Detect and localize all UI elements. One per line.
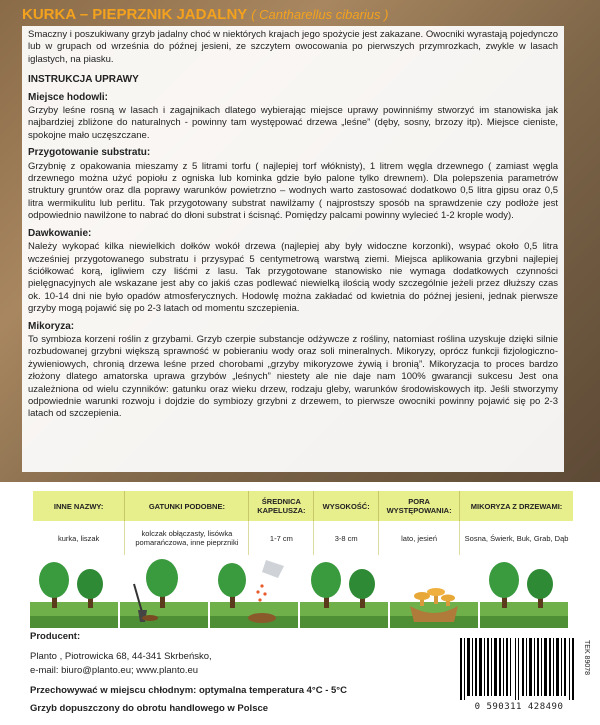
description-panel [22, 26, 564, 472]
value-similar-species: kolczak obłączasty, lisówka pomarańczowa, inne pieprzniki [125, 521, 249, 555]
header-height: WYSOKOŚĆ: [314, 491, 379, 521]
section-text-dosage: Należy wykopać kilka niewielkich dołków wokół drzewa (najlepiej aby były widoczne korzonki), wsypać około 0,5 litra wcześniej przygotowanego substratu i przysypać 5 centymetrową warstwą ziemi. Miejsca aplikowania grzybni najlepiej ściółkować korą, igliwiem czy liśćmi z lasu. Tak przygotowane stanowisko nie wymaga dodatkowych czynności pielęgnacyjnych ale wskazane jest aby co jakiś czas podlewać niewielką ilością wody szczególnie jeżeli przez dłuższy czas ok. 10-14 dni nie było opadów atmosferycznych. Hodowlę można zakładać od kwietnia do późnej jesieni, jednak pierwsze grzyby mogą pojawić się po 2-3 latach od momentu szczepienia. [28, 241, 558, 315]
instruction-illustrations [30, 556, 570, 628]
title-latin: ( Cantharellus cibarius ) [251, 7, 389, 22]
page-title [22, 6, 564, 28]
tree-illustration-1 [30, 556, 118, 628]
barcode [458, 634, 598, 720]
value-mycorrhiza-trees: Sosna, Świerk, Buk, Grab, Dąb [460, 521, 573, 555]
shovel-illustration [120, 556, 208, 628]
intro-text: Smaczny i poszukiwany grzyb jadalny choć w niektórych krajach jego spożycie jest zakazane. Owocniki wyrastają pojedynczo lub w grupach od września do późnej jesieni, ze szczytem owocowania po pierwszych przymrozkach, zwykle w lasach iglastych, na piasku. [28, 29, 558, 65]
section-title-mycorrhiza: Mikoryza: [28, 320, 75, 332]
section-title-dosage: Dawkowanie: [28, 227, 92, 239]
section-text-mycorrhiza: To symbioza korzeni roślin z grzybami. Grzyb czerpie substancje odżywcze z rośliny, natomiast roślina uzyskuje dzięki silnie rozbudowanej grzybni większą sprawność w pobieraniu wody oraz soli mineralnych. Mikoryzy, oprócz funkcji fizjologiczno-żywieniowych, chronią drzewa leśne przed chorobami „grzyby mikoryzowe żywią i bronią”. Mikoryzacja to proces bardzo złożony dlatego amatorska uprawa grzybów „leśnych” niestety ale nie daje nam 100% gwarancji sukcesu Jest ona uzależniona od wielu czynników: gatunku oraz wieku drzew, rodzaju gleby, warunków środowiskowych itp. Jeśli stworzymy odpowiednie warunki rozwoju i dojdzie do symbiozy grzybni z drzewem, to pierwsze owocniki powinny pojawić się po 2-3 latach od szczepienia. [28, 333, 558, 420]
tek-code-text: TEK 89078 [583, 640, 590, 676]
value-season: lato, jesień [379, 521, 460, 555]
section-title-substrate: Przygotowanie substratu: [28, 147, 151, 159]
section-text-substrate: Grzybnię z opakowania mieszamy z 5 litrami torfu ( najlepiej torf włóknisty), 1 litrem węgla drzewnego ( zamiast węgla drzewnego można użyć popiołu z ogniska lub kominka gdzie było palone tylko drewnem). Dla polepszenia parametrów struktury gruntów oraz dla poprawy warunków powietrzno – wodnych warto zastosować dodatkowo 0,5 litra gipsu oraz 0,5 litra wermikulitu lub perlitu. Tak przygotowany substrat nawilżamy ( najprostszy sposób na sprawdzenie czy podłoże jest odpowiednio nawilżone to nabrać do dłoni substrat i ścisnąć. Pomiędzy palcami powinny wylecieć 1-2 krople wody). [28, 160, 558, 222]
barcode-number: 0 590311 428490 [458, 702, 580, 712]
storage-note: Przechowywać w miejscu chłodnym: optymalna temperatura 4°C - 5°C [30, 685, 347, 696]
header-cap-diameter: ŚREDNICA KAPELUSZA: [249, 491, 314, 521]
mushroom-illustration [390, 556, 478, 628]
value-height: 3-8 cm [314, 521, 379, 555]
header-similar-species: GATUNKI PODOBNE: [125, 491, 249, 521]
tree-illustration-2 [300, 556, 388, 628]
header-other-names: INNE NAZWY: [33, 491, 125, 521]
producer-label: Producent: [30, 631, 81, 642]
tree-illustration-3 [480, 556, 568, 628]
value-cap-diameter: 1-7 cm [249, 521, 314, 555]
section-title-location: Miejsce hodowli: [28, 91, 109, 103]
substrate-illustration [210, 556, 298, 628]
header-season: PORA WYSTĘPOWANIA: [379, 491, 460, 521]
instructions-heading: INSTRUKCJA UPRAWY [28, 74, 139, 86]
approval-note: Grzyb dopuszczony do obrotu handlowego w Polsce [30, 703, 269, 714]
info-table-header-row [33, 491, 573, 521]
info-table [33, 491, 573, 553]
header-mycorrhiza-trees: MIKORYZA Z DRZEWAMI: [460, 491, 573, 521]
info-table-value-row [33, 521, 573, 555]
producer-email: e-mail: biuro@planto.eu; www.planto.eu [30, 665, 199, 676]
producer-address: Planto , Piotrowicka 68, 44-341 Skrbeńsko, [30, 651, 212, 662]
section-text-location: Grzyby leśne rosną w lasach i zagajnikach dlatego wybierając miejsce uprawy powinniśmy stworzyć im stanowiska jak najbardziej zbliżone do naturalnych - powinny tam występować drzewa „leśne” (dęby, sosny, brzozy itp). Miejsce cieniste, spokojne mało uczęszczane. [28, 105, 558, 141]
title-main: KURKA – PIEPRZNIK JADALNY [22, 6, 248, 23]
value-other-names: kurka, liszak [33, 521, 125, 555]
producer-footer [30, 630, 530, 720]
